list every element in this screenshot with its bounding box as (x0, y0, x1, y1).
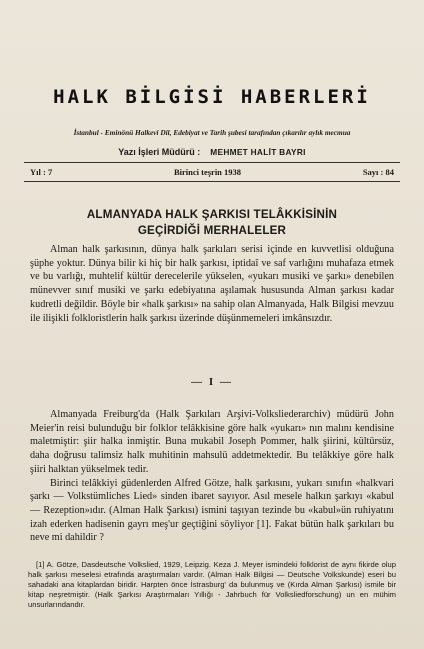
journal-subtitle: İstanbul - Eminönü Halkevi Dil, Edebiyat ve Tarih şubesi tarafından çıkarılır aylık mecmua (73, 128, 351, 137)
article-body (30, 408, 394, 545)
article-intro (30, 243, 394, 325)
header-rule-bottom (24, 181, 400, 182)
article-title-line1: ALMANYADA HALK ŞARKISI TELÂKKİSİNİN (86, 208, 338, 221)
section-marker: — I — (191, 376, 233, 388)
issue-date: Birinci teşrin 1938 (173, 167, 242, 177)
editor-name: MEHMET HALİT BAYRI (210, 147, 306, 157)
footnote-text: [1] A. Götze, Dasdeutsche Volkslied, 1929, Leipzig. Keza J. Meyer ismindeki folklorist de aynı fikirde olup halk şarkısı meselesi etrafında araştırmaları vardır. (Alman Halk Bilgisi — Deutsche Volkskunde) eseri bu sahadaki ana kitaplardan biridir. Harpten önce İstrasburg' da bulunmuş ve (Kırda Alman Şarkısı) ismile bir kitap neşretmiştir. (Halk Şarkısı Araştırmaları Yıllığı - Jahrbuch für Volksliedforschung) un en mühim unsurlarındandır. (28, 560, 396, 610)
article-title (0, 207, 424, 239)
paragraph-2: Almanyada Freiburg'da (Halk Şarkıları Arşivi-Volksliederarchiv) müdürü John Meier'in reisi bulunduğu bir folklor telâkkisine göre halk «yukarı» nın malını kendisine maletmiştir: şiir halka inmiştir. Buna mukabil Joseph Pommer, halk şiirini, kültürsüz, daha doğrusu talimsiz halk muhitinin mahsulü addetmektedir. Bu telâkkiye göre halk şiiri halktan yükselmek tedir. (30, 409, 394, 475)
issue-number: Sayı : 84 (362, 167, 394, 177)
article-title-line2: GEÇİRDİĞİ MERHALELER (137, 224, 287, 237)
editor-label: Yazı İşleri Müdürü : (118, 147, 201, 157)
footnote (28, 560, 396, 610)
journal-title: HALK BİLGİSİ HABERLERİ (53, 86, 371, 108)
year-label: Yıl : 7 (30, 167, 53, 177)
issue-info (30, 167, 394, 177)
intro-paragraph: Alman halk şarkısının, dünya halk şarkıları serisi içinde en kuvvetlisi olduğuna şüphe yoktur. Dünya bilir ki hiç bir halk şarkısı, iptidaî ve saf varlığını muhafaza etmek ve bu varlığı, muhtelif kültür derecelerile yükselen, «yukarı musiki ve şarkı» denebilen münevver sınıf musiki ve şarkı edebiyatına aşılamak hususunda Alman şarkısı kadar kudretli değildir. Böyle bir «halk şarkısı» na sahip olan Almanyada, Halk Bilgisi mevzuu ile ilişikli folkloristlerin halk şarkısı üzerinde düşünmemeleri imkânsızdır. (30, 244, 394, 324)
paragraph-3: Birinci telâkkiyi güdenlerden Alfred Götze, halk şarkısını, yukarı sınıfın «halkvari şarkı — Volkstümliches Lied» sinden ibaret sayıyor. Asıl mesele halkın şarkıyı «kabul — Rezeption»ıdır. (Alman Halk Şarkısı) ismini taşıyan tezinde bu «kabul»ün ruhiyatını izah ederken hadisenin gayrı meş'ur geçtiğini söyliyor [1]. Fakat bütün halk şarkıları bu neve mi dahildir ? (30, 477, 394, 544)
header-rule-top (24, 162, 400, 163)
editor-line (0, 147, 424, 157)
